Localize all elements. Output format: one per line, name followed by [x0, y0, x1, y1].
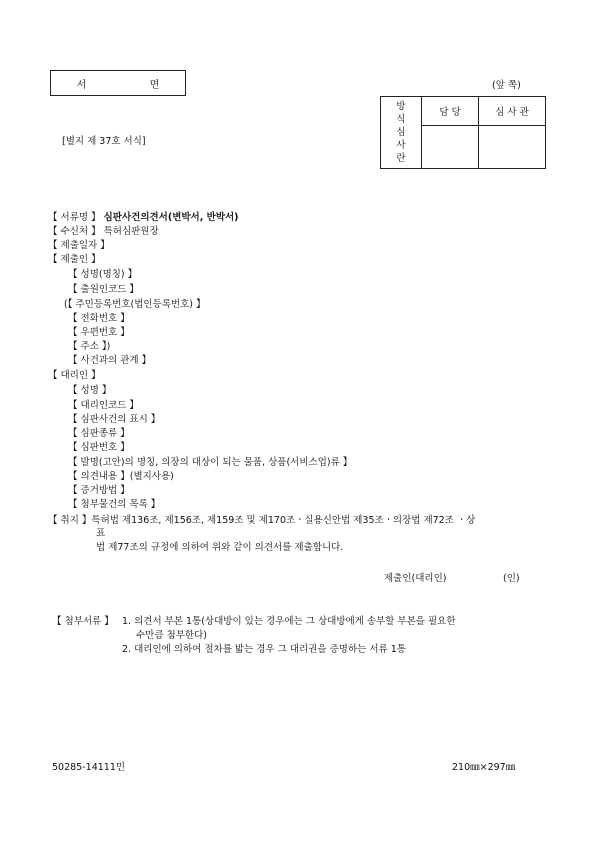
submitter-id-number: (【 주민등록번호(법인등록번호) 】 — [64, 299, 206, 310]
attachments-label: 【 첨부서류 】 — [52, 616, 114, 627]
attachment-item-1-cont: 수만큼 첨부한다) — [136, 630, 207, 641]
agent-heading: 【 대리인 】 — [48, 370, 101, 381]
doc-name-row — [48, 211, 239, 225]
purpose-line-3: 법 제77조의 규정에 의하여 위와 같이 의견서를 제출합니다. — [96, 542, 344, 553]
opinion-content: 【 의견내용 】(별지사용) — [68, 471, 174, 482]
officer-sign-cell[interactable] — [422, 126, 479, 169]
review-col-examiner: 심 사 관 — [479, 97, 546, 126]
doc-name-value: 심판사건의견서(변박서, 반박서) — [103, 212, 239, 223]
review-col-officer: 담 당 — [422, 97, 479, 126]
attached-items-list: 【 첨부물건의 목록 】 — [68, 499, 161, 510]
submission-date: 【 제출일자 】 — [48, 240, 110, 251]
submitter-name: 【 성명(명칭) 】 — [68, 269, 138, 280]
form-reference: [별지 제 37호 서식] — [62, 136, 146, 147]
doc-name-label: 【 서류명 】 — [48, 212, 101, 223]
signature-label: 제출인(대리인) — [384, 573, 447, 584]
attachment-item-2: 2. 대리인에 의하여 절차를 밟는 경우 그 대리권을 증명하는 서류 1통 — [122, 644, 406, 655]
attachment-item-1: 1. 의견서 부본 1통(상대방이 있는 경우에는 그 상대방에게 송부할 부본을 필요한 — [122, 616, 456, 627]
purpose-line-2: 표 — [96, 528, 106, 539]
examiner-sign-cell[interactable] — [479, 126, 546, 169]
trial-number: 【 심판번호 】 — [68, 442, 130, 453]
trial-case-indication: 【 심판사건의 표시 】 — [68, 414, 161, 425]
submitter-relation: 【 사건과의 관계 】 — [68, 355, 152, 366]
seal-mark: (인) — [503, 573, 520, 584]
submitter-address: 【 주소 】) — [68, 341, 111, 352]
paper-size: 210㎜×297㎜ — [452, 762, 516, 773]
submitter-heading: 【 제출인 】 — [48, 254, 101, 265]
document-type-box — [50, 70, 190, 96]
agent-name: 【 성명 】 — [68, 385, 112, 396]
agent-code: 【 대리인코드 】 — [68, 400, 139, 411]
evidence-method: 【 증거방법 】 — [68, 485, 130, 496]
trial-type: 【 심판종류 】 — [68, 428, 130, 439]
submitter-phone: 【 전화번호 】 — [68, 313, 130, 324]
document-type-label: 서 면 — [76, 79, 190, 91]
page-side-label: (앞 쪽) — [492, 80, 521, 91]
invention-title: 【 발명(고안)의 명칭, 의장의 대상이 되는 물품, 상품(서비스업)류 】 — [68, 457, 353, 468]
submitter-applicant-code: 【 출원인코드 】 — [68, 284, 139, 295]
purpose-line-1: 【 취지 】특허법 제136조, 제156조, 제159조 및 제170조ㆍ실용신안법 제35조ㆍ의장법 제72조 ㆍ상 — [48, 515, 476, 526]
review-table — [380, 96, 546, 169]
submitter-postal-code: 【 우편번호 】 — [68, 327, 130, 338]
form-code: 50285-14111민 — [52, 762, 126, 773]
review-side-label: 방 식 심 사 란 — [381, 97, 422, 169]
recipient: 【 수신처 】 특허심판원장 — [48, 226, 159, 237]
